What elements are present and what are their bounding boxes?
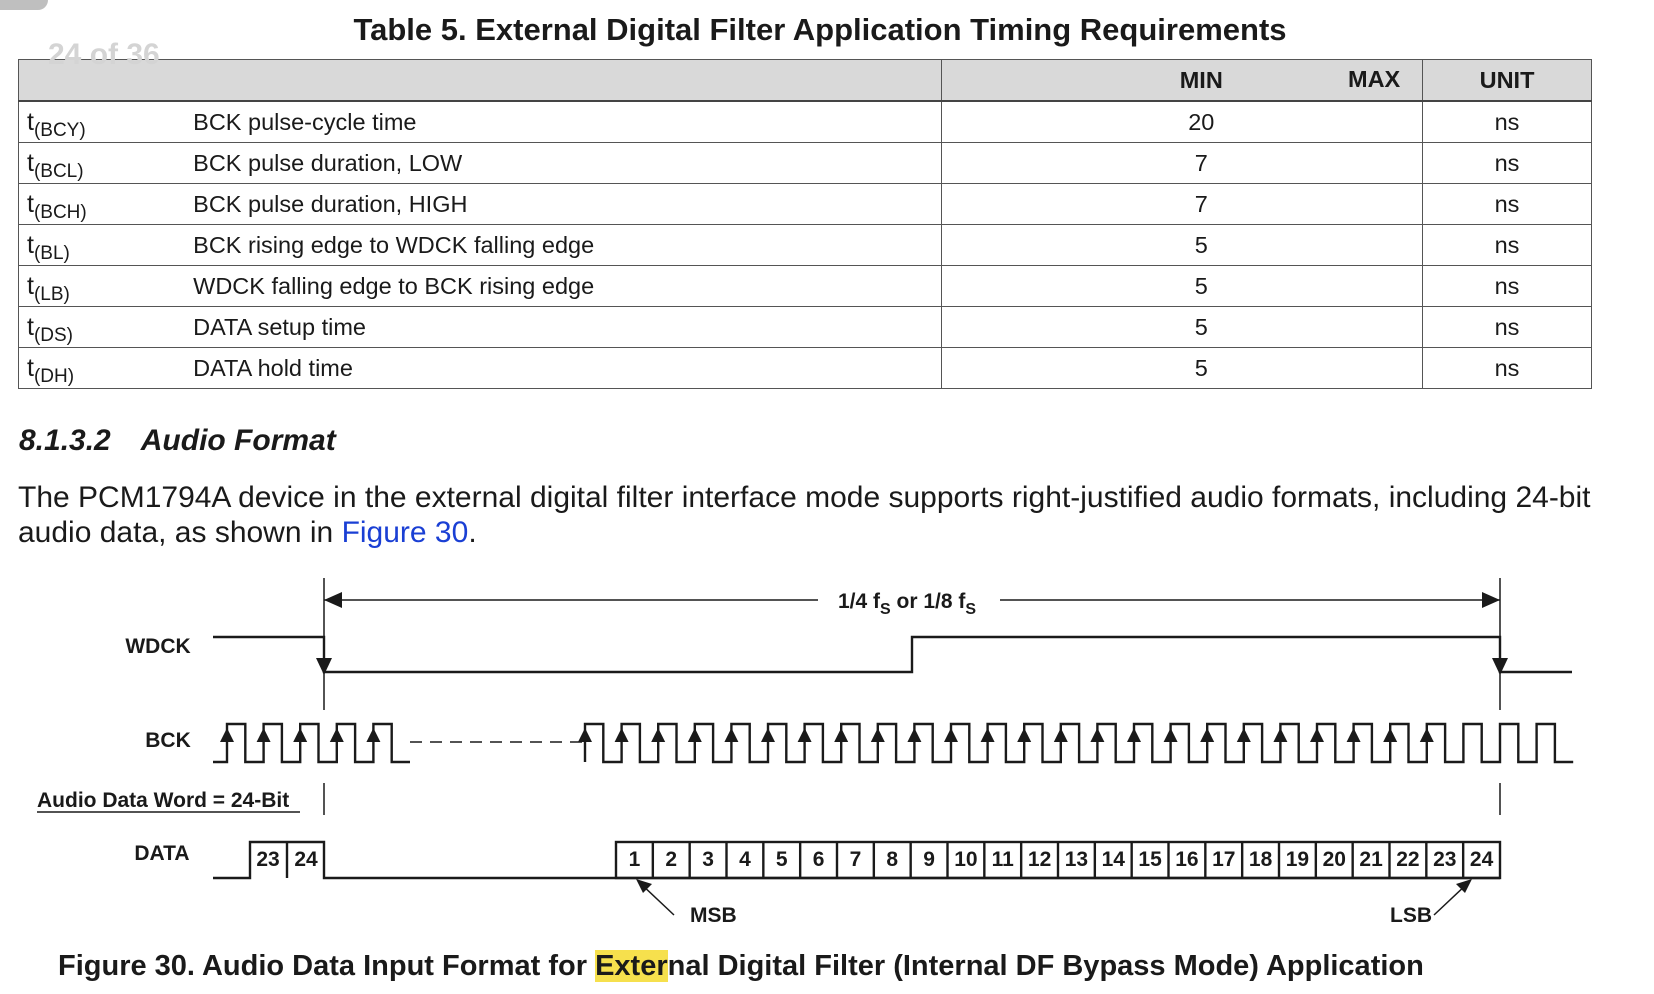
row-symbol bbox=[19, 143, 194, 184]
data-bit: 24 bbox=[1469, 848, 1494, 871]
symbol-letter: t bbox=[27, 189, 34, 218]
data-bit: 19 bbox=[1285, 848, 1310, 871]
table-row bbox=[19, 101, 1592, 143]
table-row bbox=[19, 348, 1592, 389]
header-description bbox=[193, 60, 942, 102]
data-bit: 18 bbox=[1248, 848, 1273, 871]
section-number: 8.1.3.2 bbox=[19, 424, 111, 457]
data-bit: 3 bbox=[702, 848, 714, 871]
row-symbol bbox=[19, 184, 194, 225]
data-bit-prev: 23 bbox=[256, 848, 280, 871]
arrowhead-left bbox=[324, 592, 342, 608]
section-paragraph bbox=[18, 480, 1628, 550]
row-unit: ns bbox=[1423, 143, 1592, 184]
table-title: Table 5. External Digital Filter Application Timing Requirements bbox=[353, 12, 1287, 47]
data-bit: 11 bbox=[991, 848, 1014, 871]
symbol-letter: t bbox=[27, 148, 34, 177]
data-bit: 15 bbox=[1138, 848, 1162, 871]
data-bit: 17 bbox=[1212, 848, 1236, 871]
table-row bbox=[19, 143, 1592, 184]
paragraph-text: The PCM1794A device in the external digital filter interface mode supports right-justified audio formats, including 24-bit audio data, as shown in bbox=[18, 481, 1591, 549]
data-bit: 22 bbox=[1396, 848, 1420, 871]
data-bit: 16 bbox=[1175, 848, 1199, 871]
row-min: 5 bbox=[942, 348, 1423, 389]
data-bit: 7 bbox=[849, 848, 862, 871]
row-min: 20 bbox=[942, 101, 1423, 143]
bck-waveform-start bbox=[213, 724, 410, 762]
signal-label-wdck: WDCK bbox=[125, 635, 191, 658]
data-bit: 23 bbox=[1433, 848, 1457, 871]
header-max: MAX bbox=[1348, 66, 1401, 92]
symbol-letter: t bbox=[27, 271, 34, 300]
figure-link[interactable]: Figure 30 bbox=[341, 516, 469, 549]
row-unit: ns bbox=[1423, 307, 1592, 348]
row-symbol bbox=[19, 348, 194, 389]
figure-caption bbox=[58, 950, 1424, 983]
symbol-subscript: (BCL) bbox=[33, 160, 84, 182]
msb-arrowhead bbox=[636, 879, 652, 893]
symbol-letter: t bbox=[27, 107, 34, 136]
timing-table bbox=[18, 59, 1592, 389]
data-bit: 1 bbox=[628, 848, 641, 871]
arrowhead-right bbox=[1482, 592, 1500, 608]
row-min: 5 bbox=[942, 307, 1423, 348]
symbol-subscript: (LB) bbox=[33, 283, 70, 305]
table-row bbox=[19, 266, 1592, 307]
table-row bbox=[19, 307, 1592, 348]
row-symbol bbox=[19, 225, 194, 266]
signal-label-data: DATA bbox=[134, 842, 190, 865]
header-min: MIN bbox=[942, 60, 1423, 102]
caption-highlight: Exter bbox=[595, 950, 668, 982]
paragraph-end: . bbox=[468, 516, 477, 549]
symbol-subscript: (DH) bbox=[33, 365, 75, 387]
data-bit-prev: 24 bbox=[294, 848, 318, 871]
symbol-subscript: (BCY) bbox=[33, 119, 86, 141]
data-bit: 20 bbox=[1322, 848, 1346, 871]
msb-label: MSB bbox=[690, 904, 737, 927]
signal-label-bck: BCK bbox=[145, 729, 191, 752]
data-bit: 9 bbox=[923, 848, 935, 871]
lsb-arrowhead bbox=[1456, 879, 1472, 893]
row-description: BCK pulse duration, LOW bbox=[193, 143, 942, 184]
row-description: BCK pulse-cycle time bbox=[193, 101, 942, 143]
section-title: Audio Format bbox=[140, 424, 336, 457]
symbol-subscript: (DS) bbox=[33, 324, 74, 346]
row-unit: ns bbox=[1423, 348, 1592, 389]
row-description: BCK rising edge to WDCK falling edge bbox=[193, 225, 942, 266]
data-bit: 4 bbox=[739, 848, 751, 871]
row-symbol bbox=[19, 266, 194, 307]
row-description: DATA hold time bbox=[193, 348, 942, 389]
data-bit: 14 bbox=[1101, 848, 1125, 871]
data-bit: 8 bbox=[886, 848, 899, 871]
row-symbol bbox=[19, 307, 194, 348]
row-description: WDCK falling edge to BCK rising edge bbox=[193, 266, 942, 307]
bck-waveform-main bbox=[585, 724, 1573, 762]
caption-text-end: nal Digital Filter (Internal DF Bypass Mode) Application bbox=[667, 950, 1424, 982]
period-label: 1/4 $f_S$ or 1/8 $f_S$ bbox=[838, 590, 977, 618]
row-min: 7 bbox=[942, 184, 1423, 225]
data-bit: 5 bbox=[775, 848, 788, 871]
symbol-subscript: (BL) bbox=[33, 242, 70, 264]
caption-text: Figure 30. Audio Data Input Format for bbox=[58, 950, 596, 982]
symbol-subscript: (BCH) bbox=[33, 201, 87, 223]
header-unit: UNIT bbox=[1423, 60, 1592, 102]
table-row bbox=[19, 225, 1592, 266]
timing-diagram bbox=[0, 570, 1654, 940]
data-bit: 13 bbox=[1064, 848, 1089, 871]
wdck-waveform bbox=[213, 637, 1572, 672]
row-unit: ns bbox=[1423, 101, 1592, 143]
symbol-letter: t bbox=[27, 312, 34, 341]
section-heading bbox=[19, 424, 336, 458]
data-bit: 12 bbox=[1027, 848, 1052, 871]
viewer-corner bbox=[0, 0, 48, 10]
row-description: DATA setup time bbox=[193, 307, 942, 348]
row-min: 5 bbox=[942, 266, 1423, 307]
page-indicator: 24 of 36 bbox=[48, 38, 160, 71]
data-bit: 2 bbox=[665, 848, 678, 871]
data-bit: 21 bbox=[1359, 848, 1383, 871]
row-description: BCK pulse duration, HIGH bbox=[193, 184, 942, 225]
data-bit: 6 bbox=[812, 848, 825, 871]
audio-word-label: Audio Data Word = 24-Bit bbox=[37, 789, 290, 812]
symbol-letter: t bbox=[27, 230, 34, 259]
row-min: 7 bbox=[942, 143, 1423, 184]
row-unit: ns bbox=[1423, 266, 1592, 307]
row-unit: ns bbox=[1423, 184, 1592, 225]
row-symbol bbox=[19, 101, 194, 143]
row-unit: ns bbox=[1423, 225, 1592, 266]
row-min: 5 bbox=[942, 225, 1423, 266]
lsb-label: LSB bbox=[1390, 904, 1432, 927]
data-bit: 10 bbox=[954, 848, 978, 871]
symbol-letter: t bbox=[27, 353, 34, 382]
table-row bbox=[19, 184, 1592, 225]
